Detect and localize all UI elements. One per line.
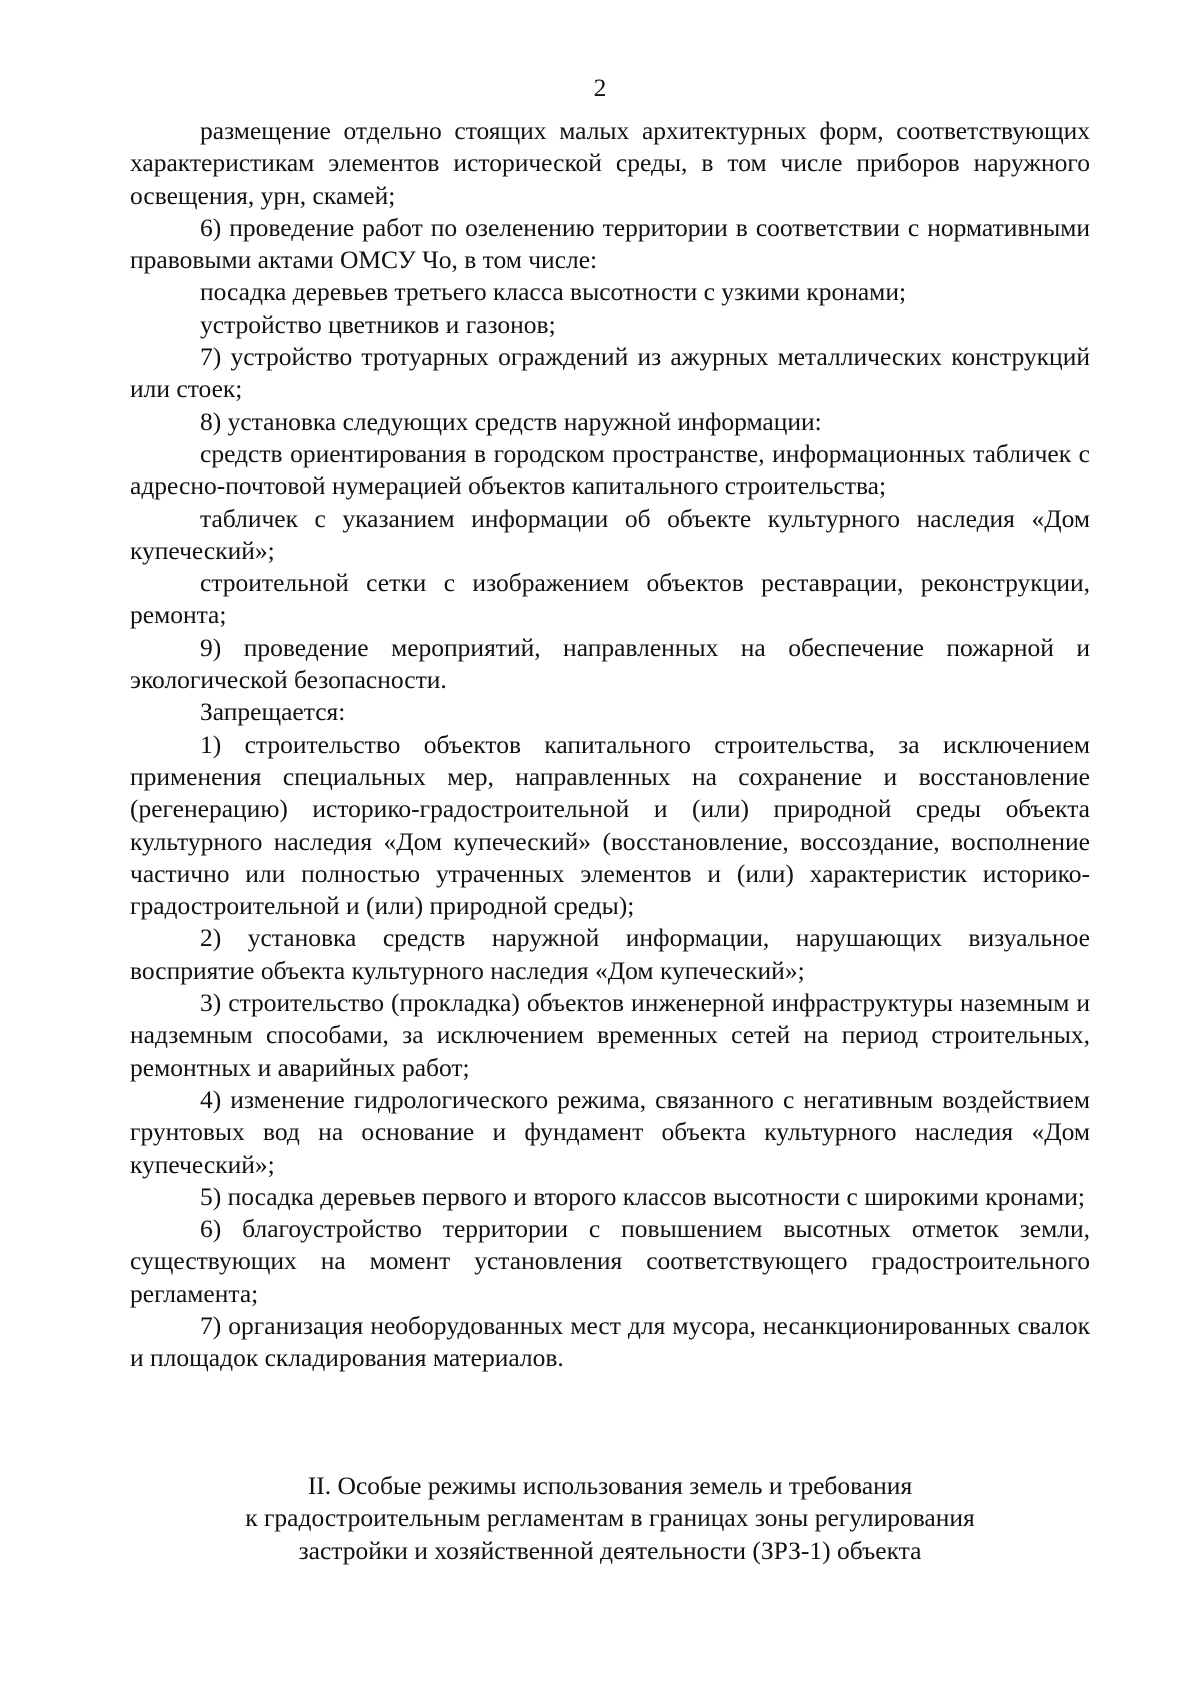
paragraph: 5) посадка деревьев первого и второго классов высотности с широкими кронами; <box>200 1181 1085 1211</box>
section-heading <box>130 1470 1090 1567</box>
paragraph: размещение отдельно стоящих малых архитектурных форм, соответствующих характеристикам элементов исторической среды, в том числе приборов наружного освещения, урн, скамей; <box>130 116 1090 210</box>
paragraph: строительной сетки с изображением объектов реставрации, реконструкции, ремонта; <box>130 568 1090 630</box>
paragraph: 4) изменение гидрологического режима, связанного с негативным воздействием грунтовых вод на основание и фундамент объекта культурного наследия «Дом купеческий»; <box>130 1084 1090 1179</box>
paragraph: Запрещается: <box>200 697 346 727</box>
paragraph: 7) организация необорудованных мест для мусора, несанкционированных свалок и площадок складирования материалов. <box>130 1310 1090 1373</box>
paragraph: 7) устройство тротуарных ограждений из ажурных металлических конструкций или стоек; <box>130 342 1090 404</box>
paragraph: 6) проведение работ по озеленению территории в соответствии с нормативными правовыми актами ОМСУ Чо, в том числе: <box>130 212 1090 275</box>
paragraph: средств ориентирования в городском пространстве, информационных табличек с адресно-почтовой нумерацией объектов капитального строительства; <box>130 438 1090 501</box>
paragraph: 1) строительство объектов капитального строительства, за исключением применения специальных мер, направленных на сохранение и восстановление (регенерацию) историко-градостроительной и (или) природной среды объекта культурного наследия «Дом купеческий» (восстановление, воссоздание, восполнение частично или полностью утраченных элементов и (или) характеристик историко-градостроительной и (или) природной среды); <box>130 729 1090 921</box>
section-heading-line: к градостроительным регламентам в границах зоны регулирования <box>245 1503 975 1533</box>
paragraph: посадка деревьев третьего класса высотности с узкими кронами; <box>200 277 907 307</box>
paragraph: устройство цветников и газонов; <box>200 309 556 339</box>
paragraph: 3) строительство (прокладка) объектов инженерной инфраструктуры наземным и надземным способами, за исключением временных сетей на период строительных, ремонтных и аварийных работ; <box>130 988 1090 1082</box>
paragraph: 8) установка следующих средств наружной информации: <box>200 406 822 436</box>
paragraph: 2) установка средств наружной информации, нарушающих визуальное восприятие объекта культурного наследия «Дом купеческий»; <box>130 923 1090 985</box>
paragraph: 9) проведение мероприятий, направленных на обеспечение пожарной и экологической безопасности. <box>130 632 1090 695</box>
page-number: 2 <box>593 73 607 102</box>
section-heading-line: застройки и хозяйственной деятельности (ЗРЗ-1) объекта <box>298 1535 922 1565</box>
section-heading-line: II. Особые режимы использования земель и требования <box>307 1471 913 1500</box>
paragraph: табличек с указанием информации об объекте культурного наследия «Дом купеческий»; <box>130 503 1090 565</box>
paragraph: 6) благоустройство территории с повышением высотных отметок земли, существующих на момент установления соответствующего градостроительного регламента; <box>130 1214 1090 1308</box>
body-text <box>130 115 1090 1375</box>
